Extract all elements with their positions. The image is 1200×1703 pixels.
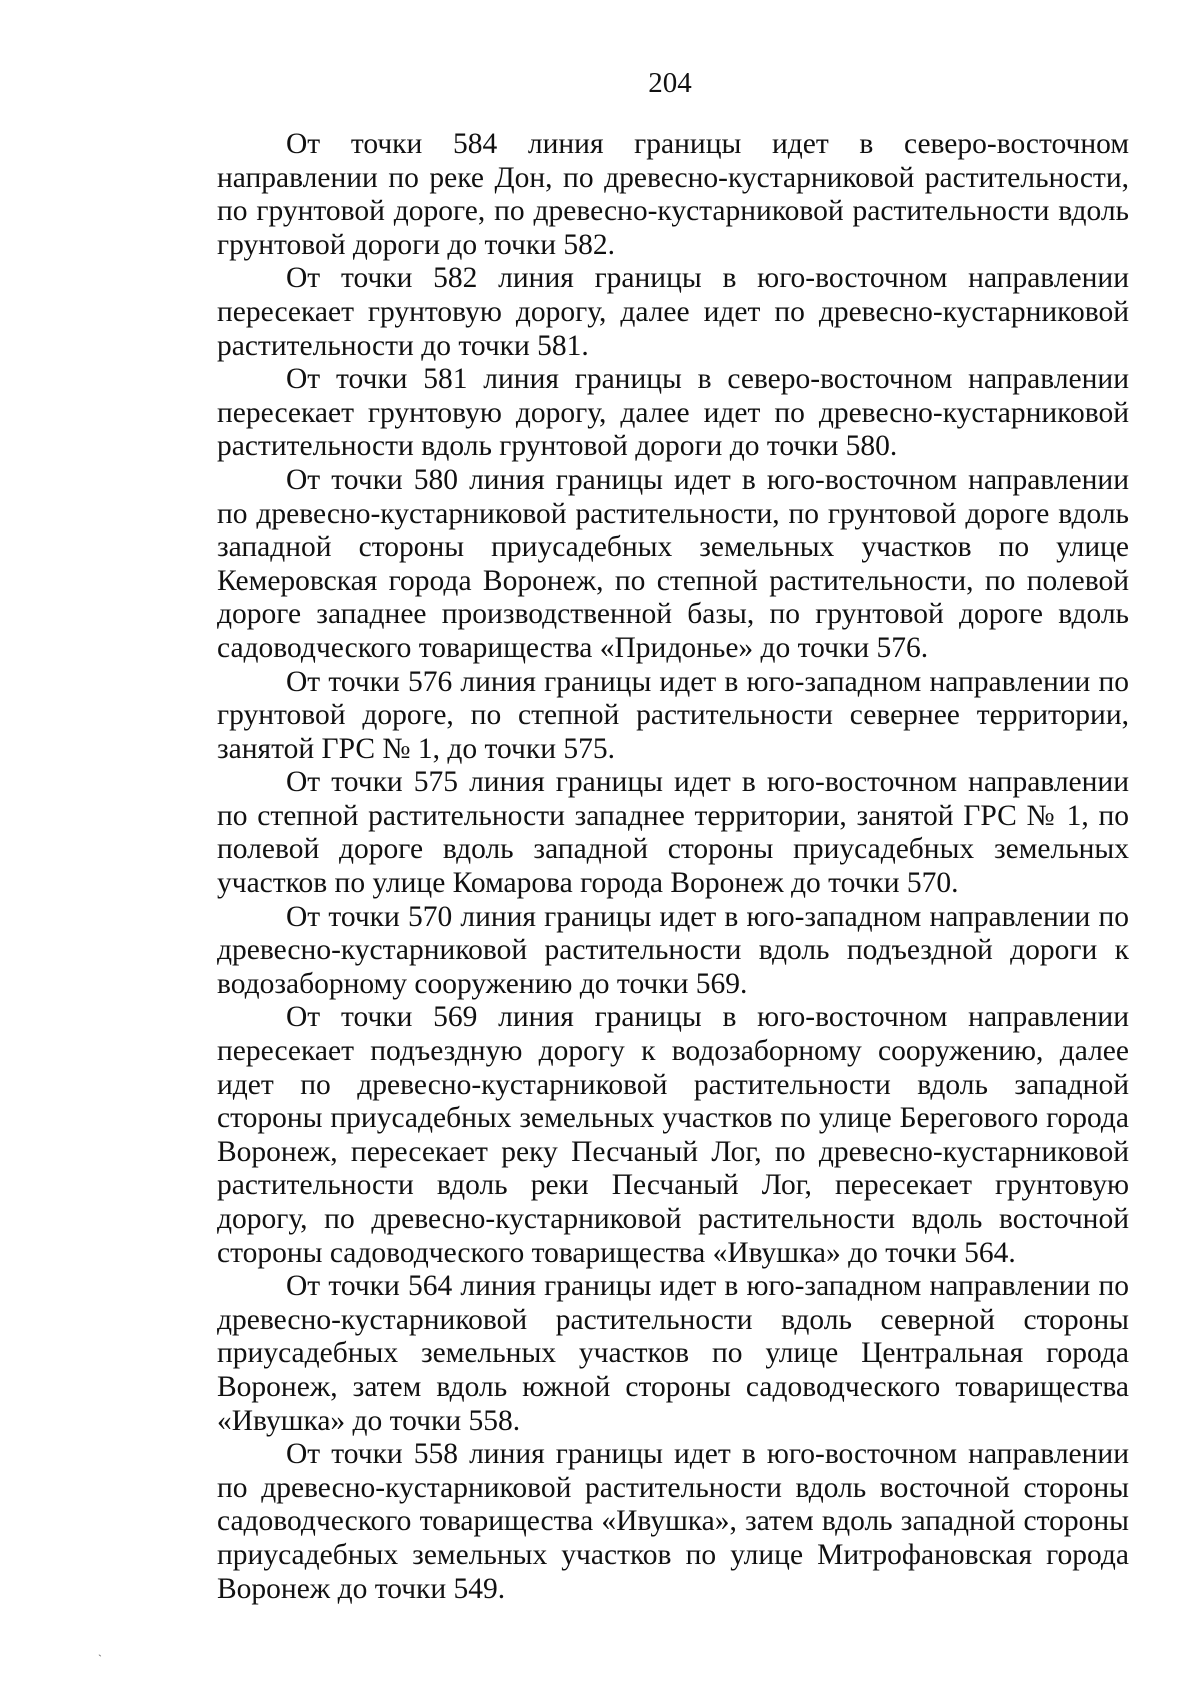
paragraph: От точки 569 линия границы в юго-восточном направлении пересекает подъездную дорогу к водозаборному сооружению, далее идет по древесно-кустарниковой растительности вдоль западной стороны приусадебных земельных участков по улице Берегового города Воронеж, пересекает реку Песчаный Лог, по древесно-кустарниковой растительности вдоль реки Песчаный Лог, пересекает грунтовую дорогу, по древесно-кустарниковой растительности вдоль восточной стороны садоводческого товарищества «Ивушка» до точки 564.: [217, 1001, 1129, 1269]
paragraph: От точки 584 линия границы идет в северо-восточном направлении по реке Дон, по древесно-кустарниковой растительности, по грунтовой дороге, по древесно-кустарниковой растительности вдоль грунтовой дороги до точки 582.: [217, 128, 1129, 261]
paragraph: От точки 564 линия границы идет в юго-западном направлении по древесно-кустарниковой растительности вдоль северной стороны приусадебных земельных участков по улице Центральная города Воронеж, затем вдоль южной стороны садоводческого товарищества «Ивушка» до точки 558.: [217, 1270, 1129, 1437]
paragraph: От точки 581 линия границы в северо-восточном направлении пересекает грунтовую дорогу, далее идет по древесно-кустарниковой растительности вдоль грунтовой дороги до точки 580.: [217, 363, 1129, 463]
paragraph: От точки 580 линия границы идет в юго-восточном направлении по древесно-кустарниковой растительности, по грунтовой дороге вдоль западной стороны приусадебных земельных участков по улице Кемеровская города Воронеж, по степной растительности, по полевой дороге западнее производственной базы, по грунтовой дороге вдоль садоводческого товарищества «Придонье» до точки 576.: [217, 463, 1129, 664]
paragraph: От точки 576 линия границы идет в юго-западном направлении по грунтовой дороге, по степной растительности севернее территории, занятой ГРС № 1, до точки 575.: [217, 665, 1129, 765]
paragraph: От точки 582 линия границы в юго-восточном направлении пересекает грунтовую дорогу, далее идет по древесно-кустарниковой растительности до точки 581.: [217, 262, 1129, 362]
paragraph: От точки 558 линия границы идет в юго-восточном направлении по древесно-кустарниковой растительности вдоль восточной стороны садоводческого товарищества «Ивушка», затем вдоль западной стороны приусадебных земельных участков по улице Митрофановская города Воронеж до точки 549.: [217, 1438, 1129, 1605]
page-number: 204: [648, 67, 692, 99]
scan-mark: `: [98, 1652, 102, 1666]
paragraph: От точки 575 линия границы идет в юго-восточном направлении по степной растительности западнее территории, занятой ГРС № 1, по полевой дороге вдоль западной стороны приусадебных земельных участков по улице Комарова города Воронеж до точки 570.: [217, 766, 1129, 900]
body-text: [217, 128, 1129, 1606]
paragraph: От точки 570 линия границы идет в юго-западном направлении по древесно-кустарниковой растительности вдоль подъездной дороги к водозаборному сооружению до точки 569.: [217, 900, 1129, 1000]
